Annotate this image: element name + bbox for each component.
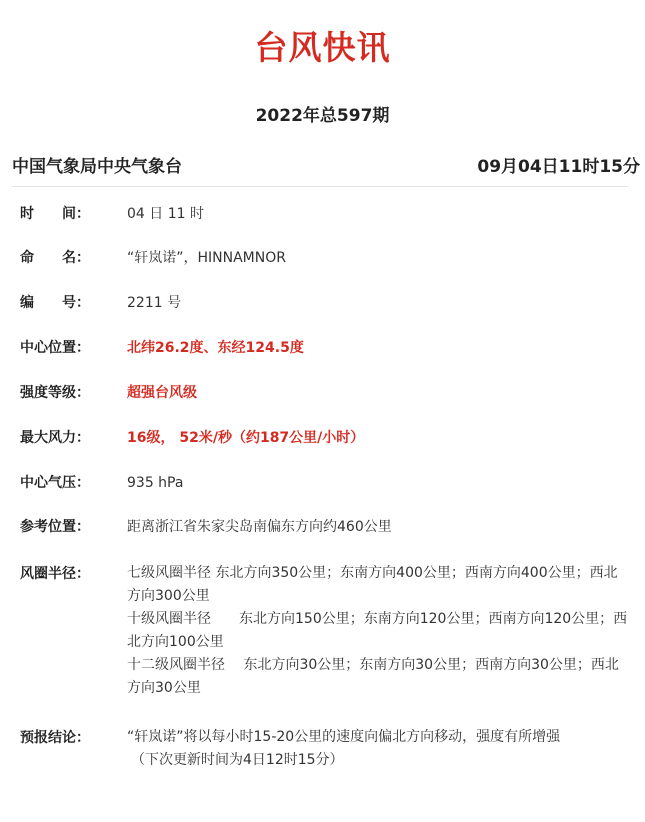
field-max-wind-value: 16级， 52米/秒（约187公里/小时） (127, 430, 365, 446)
header-divider (12, 186, 628, 187)
field-max-wind-label: 最大风力： (20, 430, 90, 446)
field-number-label: 编 号： (20, 295, 90, 311)
agency-name: 中国气象局中央气象台 (12, 157, 182, 177)
field-center-pressure-value: 935 hPa (127, 475, 184, 491)
field-center-position-label: 中心位置： (20, 340, 90, 356)
field-time-value: 04 日 11 时 (127, 206, 204, 222)
field-number-value: 2211 号 (127, 295, 182, 311)
field-wind-radius-label: 风圈半径： (20, 566, 90, 582)
field-center-pressure-label: 中心气压： (20, 475, 90, 491)
field-intensity-value: 超强台风级 (127, 385, 197, 401)
field-reference-position-value: 距离浙江省朱家尖岛南偏东方向约460公里 (127, 519, 392, 535)
bulletin-title: 台风快讯 (254, 28, 391, 67)
field-intensity-label: 强度等级： (20, 385, 90, 401)
field-forecast-label: 预报结论： (20, 730, 90, 746)
wind-radius-grade10: 十级风圈半径 东北方向150公里；东南方向120公里；西南方向120公里；西北方向100公里 (127, 611, 628, 650)
field-reference-position-label: 参考位置： (20, 519, 90, 535)
next-update-note: （下次更新时间为4日12时15分） (131, 752, 344, 768)
issue-number: 2022年总597期 (255, 106, 390, 126)
forecast-text: “轩岚诺”将以每小时15-20公里的速度向偏北方向移动，强度有所增强 (127, 729, 561, 745)
wind-radius-grade12: 十二级风圈半径 东北方向30公里；东南方向30公里；西南方向30公里；西北方向30公里 (127, 657, 619, 696)
release-datetime: 09月04日11时15分 (477, 157, 640, 177)
field-forecast-value (127, 726, 630, 772)
field-center-position-value: 北纬26.2度、东经124.5度 (127, 340, 304, 356)
field-name-label: 命 名： (20, 250, 90, 266)
field-name-value: “轩岚诺”，HINNAMNOR (127, 250, 286, 266)
field-wind-radius-value (127, 562, 630, 700)
field-time-label: 时 间： (20, 206, 90, 222)
wind-radius-grade7: 七级风圈半径 东北方向350公里；东南方向400公里；西南方向400公里；西北方向300公里 (127, 565, 618, 604)
bulletin-header (12, 154, 640, 180)
